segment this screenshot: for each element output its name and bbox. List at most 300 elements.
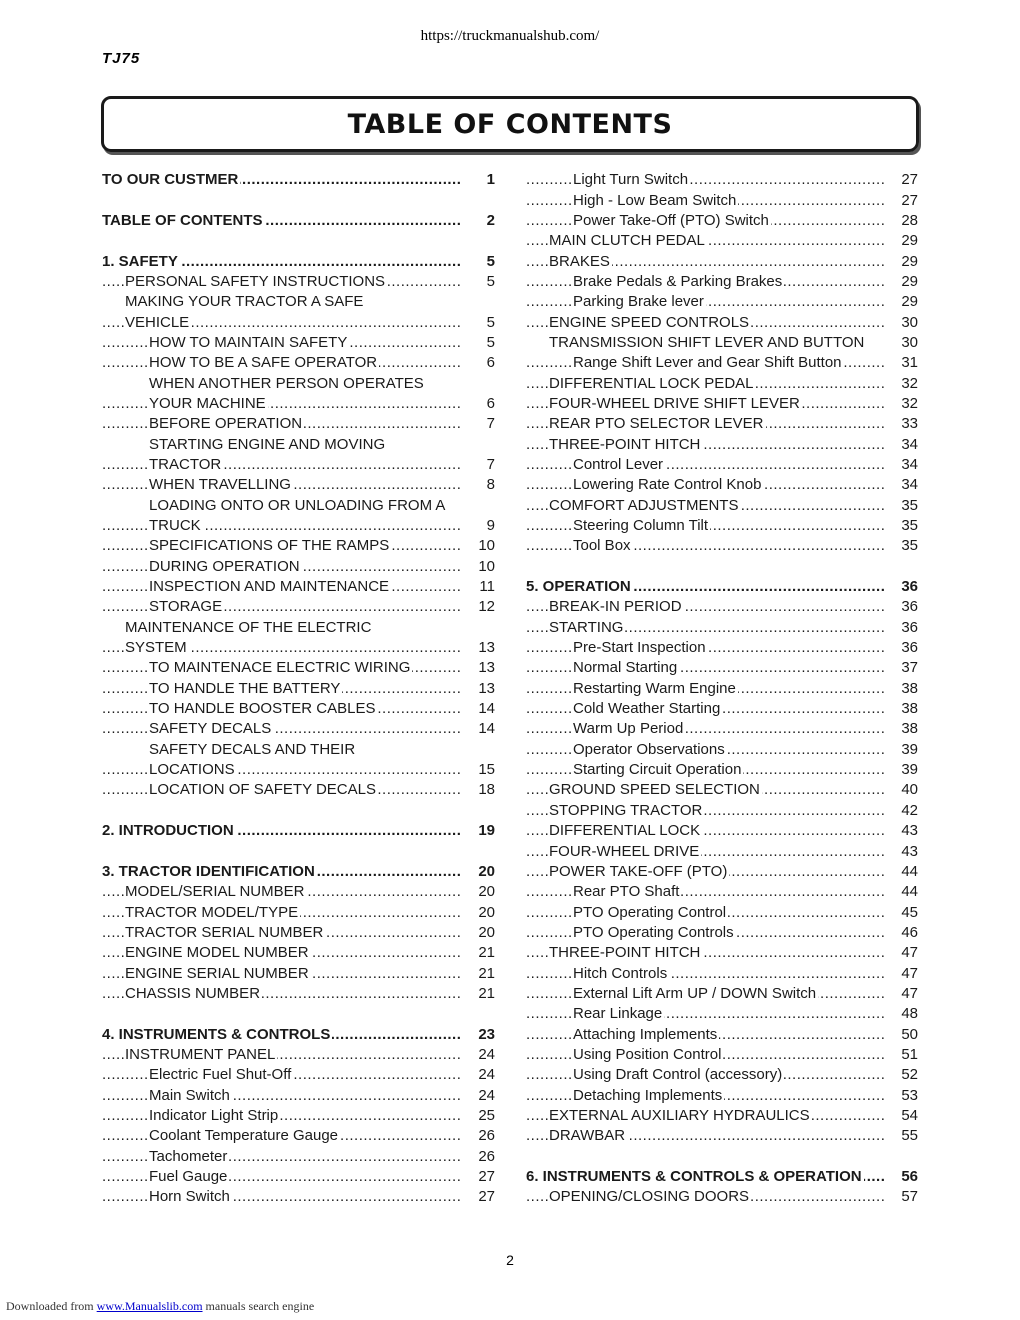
toc-entry-page: 42 [901, 801, 918, 819]
toc-entry-page: 36 [901, 618, 918, 636]
toc-entry-text: PTO Operating Control [573, 903, 727, 921]
toc-entry[interactable] [102, 719, 495, 739]
toc-entry-text: Coolant Temperature Gauge [149, 1127, 339, 1145]
toc-entry-text: Steering Column Tilt [573, 517, 709, 535]
toc-spacer [526, 557, 918, 577]
footer-link[interactable]: www.Manualslib.com [96, 1299, 203, 1313]
toc-entry-label [526, 191, 884, 211]
toc-entry-text: DRAWBAR [549, 1127, 626, 1145]
toc-entry-text: 2. INTRODUCTION [102, 822, 234, 840]
toc-entry-label [526, 536, 884, 556]
toc-entry[interactable] [102, 312, 495, 332]
toc-entry-label [102, 536, 461, 556]
toc-entry-label [526, 414, 884, 434]
toc-entry-label [526, 252, 884, 272]
toc-entry[interactable] [526, 1004, 918, 1024]
toc-entry[interactable] [102, 434, 495, 454]
toc-entry-text: ENGINE SPEED CONTROLS [549, 313, 750, 331]
toc-entry-text: FOUR-WHEEL DRIVE [549, 842, 700, 860]
toc-entry-page: 35 [901, 517, 918, 535]
toc-entry[interactable] [526, 1106, 918, 1126]
toc-entry-label [102, 679, 461, 699]
toc-entry[interactable] [102, 882, 495, 902]
toc-entry-label [526, 496, 884, 516]
toc-entry-text: TRUCK [149, 517, 201, 535]
toc-entry-label [102, 699, 461, 719]
toc-entry-text: Brake Pedals & Parking Brakes [573, 272, 783, 290]
toc-entry-page: 46 [901, 923, 918, 941]
toc-entry[interactable] [102, 211, 495, 231]
toc-entry[interactable] [102, 1065, 495, 1085]
toc-spacer [102, 841, 495, 861]
toc-entry-page: 54 [901, 1106, 918, 1124]
toc-entry-page: 35 [901, 537, 918, 555]
toc-entry-text: WHEN TRAVELLING [149, 476, 291, 494]
toc-entry[interactable] [102, 1126, 495, 1146]
toc-entry[interactable] [102, 557, 495, 577]
toc-entry-label [102, 374, 461, 394]
toc-entry-text: 5. OPERATION [526, 578, 631, 596]
toc-entry-label [102, 740, 461, 760]
toc-entry-label [102, 353, 461, 373]
toc-entry-page: 24 [478, 1086, 495, 1104]
toc-entry[interactable] [102, 353, 495, 373]
toc-entry[interactable] [526, 638, 918, 658]
toc-entry-page: 38 [901, 720, 918, 738]
toc-entry-page: 20 [478, 903, 495, 921]
toc-entry[interactable] [102, 658, 495, 678]
toc-entry[interactable] [102, 1147, 495, 1167]
toc-entry-page: 8 [486, 476, 495, 494]
toc-entry-label [102, 1126, 461, 1146]
toc-entry-label [102, 658, 461, 678]
toc-entry-text: Rear PTO Shaft [573, 883, 680, 901]
toc-entry-page: 11 [479, 578, 495, 596]
toc-entry-text: SAFETY DECALS [149, 720, 272, 738]
toc-entry-text: Electric Fuel Shut-Off [149, 1066, 292, 1084]
toc-entry-label [526, 638, 884, 658]
toc-entry[interactable] [526, 496, 918, 516]
toc-entry-page: 27 [901, 171, 918, 189]
toc-entry-page: 43 [901, 842, 918, 860]
toc-entry-page: 5 [486, 252, 495, 270]
toc-entry-page: 30 [901, 333, 918, 351]
toc-entry-label [526, 170, 884, 190]
toc-entry[interactable] [526, 984, 918, 1004]
toc-entry-label [526, 455, 884, 475]
toc-entry[interactable] [102, 780, 495, 800]
toc-entry-label [526, 862, 884, 882]
toc-entry[interactable] [526, 272, 918, 292]
toc-entry[interactable] [526, 190, 918, 210]
toc-entry[interactable] [102, 638, 495, 658]
toc-entry-page: 28 [901, 211, 918, 229]
toc-entry[interactable] [526, 292, 918, 312]
toc-entry-page: 7 [486, 455, 495, 473]
toc-entry-text: Starting Circuit Operation [573, 761, 742, 779]
toc-entry-page: 21 [478, 964, 495, 982]
toc-entry[interactable] [526, 760, 918, 780]
toc-entry-page: 29 [901, 293, 918, 311]
toc-entry-page: 20 [478, 923, 495, 941]
toc-entry-label [526, 1086, 884, 1106]
toc-entry-label [526, 211, 884, 231]
toc-entry-text: CHASSIS NUMBER [125, 984, 261, 1002]
toc-entry-label [102, 211, 461, 231]
toc-entry[interactable] [526, 618, 918, 638]
toc-entry-label [102, 760, 461, 780]
toc-entry-page: 34 [901, 455, 918, 473]
toc-entry-text: DIFFERENTIAL LOCK PEDAL [549, 374, 754, 392]
toc-entry-label [102, 923, 461, 943]
toc-entry[interactable] [102, 251, 495, 271]
toc-entry[interactable] [526, 1167, 918, 1187]
toc-entry-text: TO MAINTENACE ELECTRIC WIRING [149, 659, 411, 677]
toc-entry[interactable] [526, 211, 918, 231]
toc-entry-page: 47 [901, 984, 918, 1002]
toc-entry[interactable] [102, 1045, 495, 1065]
toc-entry-text: BEFORE OPERATION [149, 415, 303, 433]
toc-entry-label [526, 231, 884, 251]
toc-entry-text: LOCATIONS [149, 761, 235, 779]
toc-entry-label [102, 313, 461, 333]
toc-entry-label [526, 333, 884, 353]
toc-entry-text: Indicator Light Strip [149, 1106, 279, 1124]
toc-entry-page: 29 [901, 232, 918, 250]
toc-entry[interactable] [526, 841, 918, 861]
toc-entry[interactable] [526, 475, 918, 495]
toc-entry-label [526, 1187, 884, 1207]
toc-entry-page: 27 [901, 191, 918, 209]
toc-entry-text: HOW TO MAINTAIN SAFETY [149, 333, 348, 351]
toc-entry-label [526, 475, 884, 495]
toc-entry-label [526, 923, 884, 943]
toc-entry[interactable] [526, 679, 918, 699]
toc-entry-text: SPECIFICATIONS OF THE RAMPS [149, 537, 390, 555]
toc-entry[interactable] [102, 414, 495, 434]
toc-entry-page: 20 [478, 862, 495, 880]
toc-entry-text: External Lift Arm UP / DOWN Switch [573, 984, 817, 1002]
toc-entry-text: Using Position Control [573, 1045, 722, 1063]
toc-entry-text: TRACTOR [149, 455, 222, 473]
toc-right-column [526, 170, 918, 1208]
toc-entry-page: 12 [478, 598, 495, 616]
toc-entry-label [526, 272, 884, 292]
toc-entry-page: 13 [478, 659, 495, 677]
page-title: TABLE OF CONTENTS [347, 108, 673, 140]
toc-entry-page: 44 [901, 883, 918, 901]
toc-entry-label [102, 1065, 461, 1085]
toc-entry-text: Lowering Rate Control Knob [573, 476, 762, 494]
toc-entry[interactable] [102, 862, 495, 882]
toc-entry[interactable] [526, 740, 918, 760]
toc-entry[interactable] [102, 1085, 495, 1105]
toc-entry[interactable] [526, 862, 918, 882]
toc-entry[interactable] [526, 1024, 918, 1044]
toc-entry[interactable] [102, 272, 495, 292]
toc-entry-page: 18 [478, 781, 495, 799]
toc-entry-text: SYSTEM [125, 639, 187, 657]
footer-prefix: Downloaded from [6, 1299, 94, 1313]
toc-entry[interactable] [526, 1126, 918, 1146]
toc-entry[interactable] [526, 943, 918, 963]
toc-entry-label [526, 903, 884, 923]
toc-entry[interactable] [526, 373, 918, 393]
toc-entry-page: 21 [478, 984, 495, 1002]
toc-entry-label [526, 618, 884, 638]
toc-entry-label [102, 496, 461, 516]
toc-entry[interactable] [102, 475, 495, 495]
toc-entry-text: REAR PTO SELECTOR LEVER [549, 415, 764, 433]
toc-entry-label [526, 597, 884, 617]
toc-entry-label [526, 964, 884, 984]
toc-entry-label [102, 1025, 461, 1045]
toc-entry-text: SAFETY DECALS AND THEIR [149, 740, 356, 758]
toc-entry-text: Tachometer [149, 1147, 228, 1165]
toc-entry-label [102, 903, 461, 923]
toc-entry[interactable] [102, 618, 495, 638]
toc-entry-text: THREE-POINT HITCH [549, 435, 701, 453]
model-name: TJ75 [102, 50, 141, 67]
toc-entry-label [102, 882, 461, 902]
toc-entry-page: 32 [901, 374, 918, 392]
toc-entry[interactable] [526, 455, 918, 475]
toc-entry[interactable] [526, 699, 918, 719]
toc-entry-text: GROUND SPEED SELECTION [549, 781, 760, 799]
toc-entry-text: ENGINE SERIAL NUMBER [125, 964, 309, 982]
toc-entry-text: Detaching Implements [573, 1086, 723, 1104]
toc-entry[interactable] [526, 902, 918, 922]
toc-entry-label [526, 577, 884, 597]
toc-entry-page: 45 [901, 903, 918, 921]
toc-entry-text: Cold Weather Starting [573, 700, 721, 718]
toc-entry-label [526, 1167, 884, 1187]
toc-entry-label [526, 760, 884, 780]
toc-entry[interactable] [526, 1187, 918, 1207]
toc-entry[interactable] [102, 496, 495, 516]
toc-entry-page: 21 [478, 944, 495, 962]
toc-entry-label [102, 719, 461, 739]
toc-entry-text: TRACTOR SERIAL NUMBER [125, 923, 324, 941]
toc-entry-page: 40 [901, 781, 918, 799]
toc-entry-page: 26 [478, 1127, 495, 1145]
toc-entry-page: 13 [478, 679, 495, 697]
toc-entry-text: COMFORT ADJUSTMENTS [549, 496, 739, 514]
toc-entry-page: 47 [901, 944, 918, 962]
toc-entry-text: BREAK-IN PERIOD [549, 598, 682, 616]
toc-entry[interactable] [102, 963, 495, 983]
toc-entry[interactable] [102, 1024, 495, 1044]
toc-entry[interactable] [526, 434, 918, 454]
toc-entry[interactable] [526, 353, 918, 373]
toc-entry-page: 48 [901, 1005, 918, 1023]
toc-entry-label [526, 353, 884, 373]
toc-entry[interactable] [526, 536, 918, 556]
toc-entry-page: 27 [478, 1168, 495, 1186]
toc-entry-label [102, 394, 461, 414]
toc-entry-page: 36 [901, 578, 918, 596]
toc-entry[interactable] [526, 780, 918, 800]
toc-entry-label [102, 943, 461, 963]
toc-entry-label [102, 1086, 461, 1106]
toc-entry-page: 44 [901, 862, 918, 880]
toc-entry-page: 57 [901, 1188, 918, 1206]
toc-entry[interactable] [526, 170, 918, 190]
toc-entry-label [526, 516, 884, 536]
toc-entry-page: 13 [478, 639, 495, 657]
toc-entry[interactable] [102, 699, 495, 719]
toc-entry-text: STARTING ENGINE AND MOVING [149, 435, 386, 453]
toc-entry[interactable] [526, 1045, 918, 1065]
toc-entry-label [526, 374, 884, 394]
toc-entry[interactable] [102, 577, 495, 597]
toc-entry[interactable] [526, 251, 918, 271]
toc-entry-label [526, 821, 884, 841]
toc-entry-label [102, 557, 461, 577]
toc-entry[interactable] [102, 902, 495, 922]
toc-entry-label [102, 292, 461, 312]
toc-entry[interactable] [102, 516, 495, 536]
toc-entry-label [102, 1187, 461, 1207]
toc-entry-label [526, 658, 884, 678]
toc-entry-page: 51 [901, 1045, 918, 1063]
toc-entry-page: 5 [486, 313, 495, 331]
page-number: 2 [506, 1252, 514, 1268]
toc-entry-text: FOUR-WHEEL DRIVE SHIFT LEVER [549, 394, 800, 412]
toc-spacer [102, 801, 495, 821]
toc-entry-page: 56 [901, 1168, 918, 1186]
toc-entry[interactable] [526, 1065, 918, 1085]
toc-entry-page: 33 [901, 415, 918, 433]
toc-entry-page: 27 [478, 1188, 495, 1206]
toc-spacer [102, 231, 495, 251]
toc-entry-text: 6. INSTRUMENTS & CONTROLS & OPERATION [526, 1168, 862, 1186]
toc-entry-text: ENGINE MODEL NUMBER [125, 944, 309, 962]
toc-entry-label [526, 719, 884, 739]
toc-entry[interactable] [102, 1187, 495, 1207]
toc-entry[interactable] [102, 1167, 495, 1187]
toc-entry[interactable] [102, 1106, 495, 1126]
toc-entry-page: 10 [478, 557, 495, 575]
toc-entry-page: 55 [901, 1127, 918, 1145]
toc-entry-label [526, 292, 884, 312]
toc-entry-text: POWER TAKE-OFF (PTO) [549, 862, 728, 880]
toc-entry[interactable] [102, 170, 495, 190]
toc-entry-label [102, 597, 461, 617]
toc-entry-label [102, 272, 461, 292]
toc-entry[interactable] [102, 821, 495, 841]
toc-entry[interactable] [526, 658, 918, 678]
toc-entry-text: LOCATION OF SAFETY DECALS [149, 781, 376, 799]
toc-entry-label [526, 1045, 884, 1065]
toc-entry-page: 20 [478, 883, 495, 901]
toc-entry-label [102, 780, 461, 800]
toc-entry[interactable] [526, 963, 918, 983]
toc-entry[interactable] [526, 577, 918, 597]
toc-entry[interactable] [102, 740, 495, 760]
toc-entry[interactable] [526, 882, 918, 902]
toc-entry[interactable] [102, 292, 495, 312]
toc-entry-text: 4. INSTRUMENTS & CONTROLS [102, 1025, 331, 1043]
toc-entry-label [526, 1126, 884, 1146]
toc-entry[interactable] [526, 231, 918, 251]
toc-entry[interactable] [526, 821, 918, 841]
toc-entry-page: 34 [901, 435, 918, 453]
toc-entry[interactable] [102, 984, 495, 1004]
toc-entry-text: Tool Box [573, 537, 631, 555]
footer-suffix: manuals search engine [205, 1299, 315, 1313]
source-url: https://truckmanualshub.com/ [420, 28, 600, 44]
toc-entry-text: HOW TO BE A SAFE OPERATOR [149, 354, 378, 372]
toc-entry-text: TRACTOR MODEL/TYPE [125, 903, 299, 921]
toc-entry[interactable] [102, 333, 495, 353]
toc-entry-page: 36 [901, 598, 918, 616]
toc-entry-label [526, 842, 884, 862]
toc-entry-text: OPENING/CLOSING DOORS [549, 1188, 750, 1206]
toc-entry[interactable] [102, 394, 495, 414]
toc-entry-page: 7 [486, 415, 495, 433]
toc-entry-text: INSPECTION AND MAINTENANCE [149, 578, 390, 596]
toc-entry[interactable] [102, 455, 495, 475]
toc-entry[interactable] [526, 801, 918, 821]
toc-entry-label [102, 170, 461, 190]
toc-entry-page: 23 [478, 1025, 495, 1043]
toc-entry-text: PTO Operating Controls [573, 923, 734, 941]
toc-spacer [526, 1147, 918, 1167]
toc-entry-page: 31 [901, 354, 918, 372]
toc-entry[interactable] [526, 597, 918, 617]
toc-entry[interactable] [102, 597, 495, 617]
toc-entry-page: 1 [486, 171, 495, 189]
toc-entry-label [526, 313, 884, 333]
toc-entry-text: Normal Starting [573, 659, 678, 677]
toc-entry[interactable] [526, 516, 918, 536]
toc-entry-page: 6 [486, 354, 495, 372]
toc-entry-text: 1. SAFETY [102, 252, 178, 270]
toc-entry[interactable] [102, 373, 495, 393]
toc-entry-page: 53 [901, 1086, 918, 1104]
toc-entry-text: TRANSMISSION SHIFT LEVER AND BUTTON [549, 333, 865, 351]
toc-entry[interactable] [102, 536, 495, 556]
toc-entry[interactable] [102, 679, 495, 699]
toc-entry[interactable] [102, 923, 495, 943]
toc-entry[interactable] [102, 943, 495, 963]
toc-entry-text: STORAGE [149, 598, 223, 616]
toc-entry[interactable] [102, 760, 495, 780]
toc-entry[interactable] [526, 923, 918, 943]
toc-entry[interactable] [526, 1085, 918, 1105]
toc-entry-label [102, 1045, 461, 1065]
toc-entry[interactable] [526, 414, 918, 434]
toc-entry[interactable] [526, 333, 918, 353]
toc-entry-text: VEHICLE [125, 313, 190, 331]
toc-entry-text: Hitch Controls [573, 964, 668, 982]
toc-entry-label [102, 414, 461, 434]
toc-entry[interactable] [526, 312, 918, 332]
toc-entry-text: BRAKES [549, 252, 610, 270]
toc-entry-page: 24 [478, 1045, 495, 1063]
toc-entry[interactable] [526, 719, 918, 739]
toc-entry-label [102, 1106, 461, 1126]
toc-entry-text: Using Draft Control (accessory) [573, 1066, 783, 1084]
toc-entry[interactable] [526, 394, 918, 414]
toc-entry-text: Parking Brake lever [573, 293, 704, 311]
toc-entry-text: Restarting Warm Engine [573, 679, 736, 697]
toc-entry-label [102, 638, 461, 658]
toc-left-column [102, 170, 495, 1208]
toc-entry-label [526, 740, 884, 760]
toc-entry-label [102, 333, 461, 353]
